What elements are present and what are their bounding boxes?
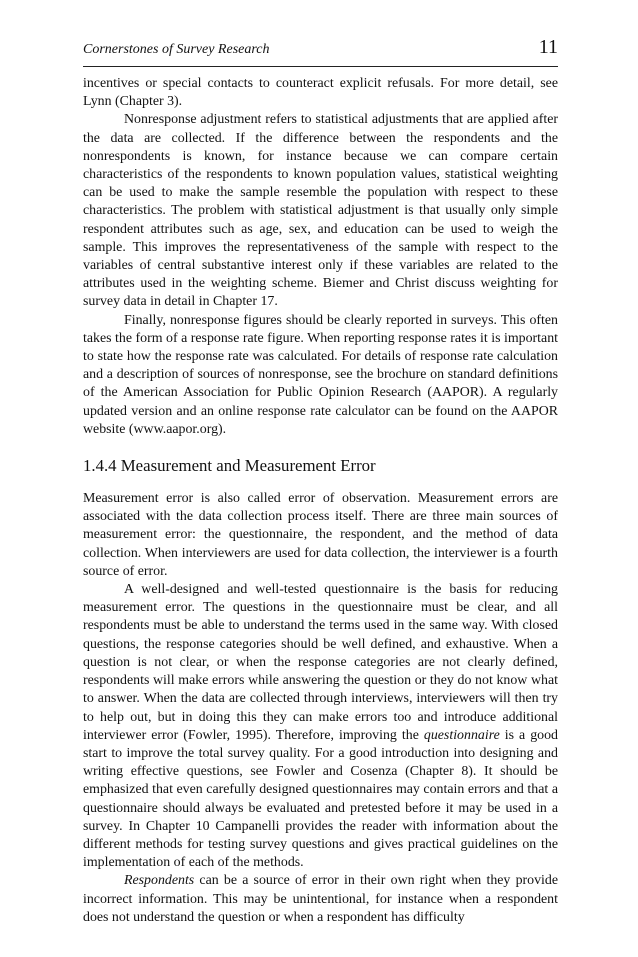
questionnaire-emphasis: questionnaire — [423, 727, 500, 743]
paragraph-questionnaire — [83, 581, 558, 872]
page-header — [83, 36, 558, 67]
paragraph-incentives: incentives or special contacts to counteract explicit refusals. For more detail, see Lynn (Chapter 3). — [83, 76, 558, 110]
paragraph-nonresponse-adjustment: Nonresponse adjustment refers to statistical adjustments that are applied after the data are collected. If the difference between the respondents and the nonrespondents is known, for instance because we can compare certain characteristics of the respondents to known population values, statistical weighting can be used to make the sample resemble the population with respect to these characteristics. The problem with statistical adjustment is that usually only simple respondent attributes such as age, sex, and education can be used to weigh the sample. This improves the representativeness of the sample with respect to the variables of central substantive interest only if these variables are related to the attributes used in the weighting scheme. Biemer and Christ discuss weighting for survey data in detail in Chapter 17. — [83, 112, 558, 310]
paragraph-respondents — [83, 872, 558, 927]
section-heading: 1.4.4 Measurement and Measurement Error — [83, 456, 376, 476]
questionnaire-text-after: is a good start to improve the total survey quality. For a good introduction into designing and writing effective questions, see Fowler and Cosenza (Chapter 8). It should be emphasized that even carefully designed questionnaires may contain errors and that a questionnaire should always be evaluated and pretested before it may be used in a survey. In Chapter 10 Campanelli provides the reader with information about the different methods for testing survey questions and gives practical guidelines on the implementation of each of the methods. — [83, 727, 558, 871]
questionnaire-text-before: A well-designed and well-tested questionnaire is the basis for reducing measurement error. The questions in the questionnaire must be clear, and all respondents must be able to understand the terms used in the same way. With closed questions, the response categories should be well defined, and exhaustive. When a question is not clear, or when the response categories are not clearly defined, respondents will make errors while answering the question or they do not know what to answer. When the data are collected through interviews, interviewers will then try to help out, but in doing this they can make errors too and introduce additional interviewer error (Fowler, 1995). Therefore, improving the — [83, 582, 558, 743]
paragraph-measurement-error: Measurement error is also called error of observation. Measurement errors are associated with the data collection process itself. There are three main sources of measurement error: the questionnaire, the respondent, and the method of data collection. When interviewers are used for data collection, the interviewer is a fourth source of error. — [83, 491, 558, 579]
paragraph-response-rates: Finally, nonresponse figures should be clearly reported in surveys. This often takes the form of a response rate figure. When reporting response rates it is important to state how the response rate was calculated. For details of response rate calculation and a description of sources of nonresponse, see the brochure on standard definitions of the American Association for Public Opinion Research (AAPOR). A regularly updated version and an online response rate calculator can be found on the AAPOR website (www.aapor.org). — [83, 312, 558, 437]
respondents-emphasis: Respondents — [124, 873, 195, 889]
respondents-text: can be a source of error in their own right when they provide incorrect information. This may be unintentional, for instance when a respondent does not understand the question or when a respondent has difficulty — [83, 873, 558, 925]
running-title: Cornerstones of Survey Research — [83, 42, 270, 57]
book-page — [83, 36, 558, 927]
page-number: 11 — [538, 36, 558, 58]
